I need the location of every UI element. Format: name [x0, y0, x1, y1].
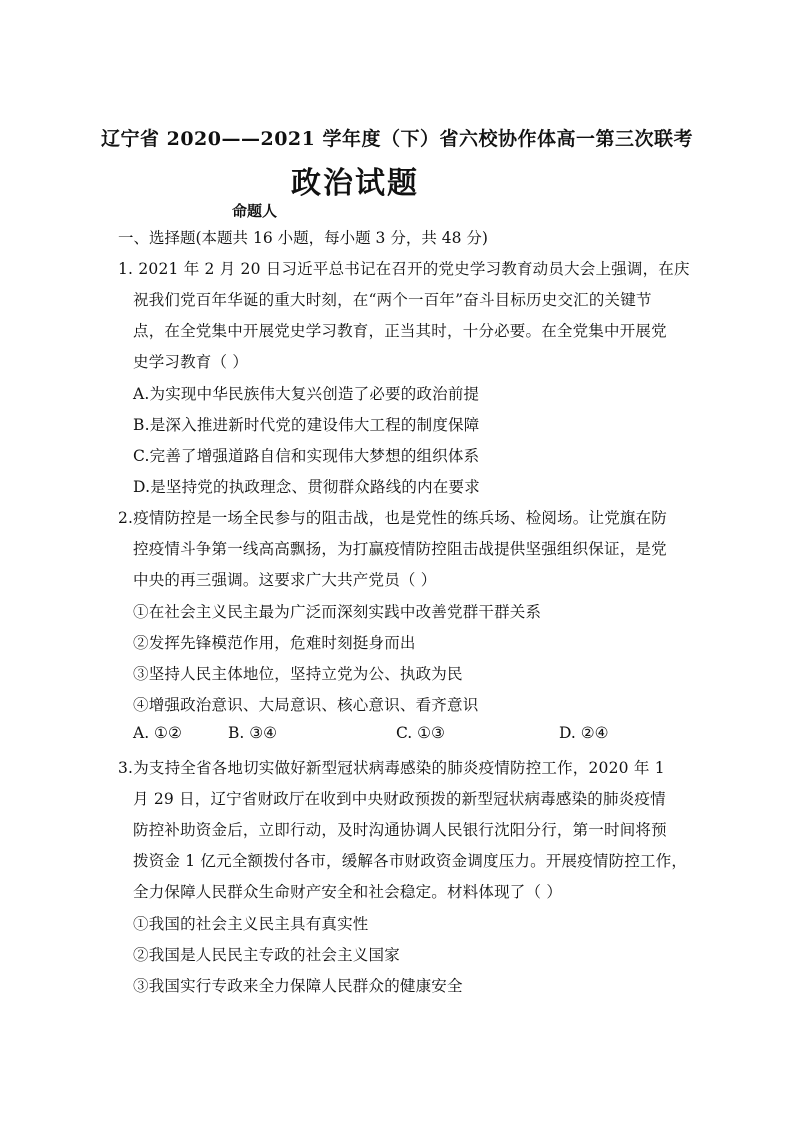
- question-1-option-d: D.是坚持党的执政理念、贯彻群众路线的内在要求: [133, 478, 480, 496]
- question-2-choices: [133, 724, 633, 748]
- exam-title: 辽宁省 2020——2021 学年度（下）省六校协作体高一第三次联考: [101, 128, 693, 150]
- question-3-line-2: 月 29 日，辽宁省财政厅在收到中央财政预拨的新型冠状病毒感染的肺炎疫情: [133, 790, 666, 808]
- subject-title: 政治试题: [291, 166, 419, 201]
- question-3-line-4: 拨资金 1 亿元全额拨付各市，缓解各市财政资金调度压力。开展疫情防控工作，: [133, 852, 688, 870]
- choice-d: D. ②④: [559, 724, 609, 742]
- question-2-line-2: 控疫情斗争第一线高高飘扬，为打赢疫情防控阻击战提供坚强组织保证，是党: [133, 540, 667, 558]
- question-2-statement-2: ②发挥先锋模范作用，危难时刻挺身而出: [133, 634, 416, 652]
- question-1-option-b: B.是深入推进新时代党的建设伟大工程的制度保障: [133, 416, 480, 434]
- question-3-line-5: 全力保障人民群众生命财产安全和社会稳定。材料体现了（ ）: [133, 883, 563, 901]
- question-1-line-2: 祝我们党百年华诞的重大时刻，在“两个一百年”奋斗目标历史交汇的关键节: [133, 291, 652, 309]
- question-1-option-c: C.完善了增强道路自信和实现伟大梦想的组织体系: [133, 447, 480, 465]
- question-3-statement-1: ①我国的社会主义民主具有真实性: [133, 915, 369, 933]
- choice-c: C. ①③: [396, 724, 445, 742]
- question-2-statement-3: ③坚持人民主体地位，坚持立党为公、执政为民: [133, 665, 463, 683]
- question-2-statement-1: ①在社会主义民主最为广泛而深刻实践中改善党群干群关系: [133, 603, 542, 621]
- choice-a: A. ①②: [133, 724, 182, 742]
- question-1-option-a: A.为实现中华民族伟大复兴创造了必要的政治前提: [133, 385, 480, 403]
- section-heading: 一、选择题(本题共 16 小题，每小题 3 分，共 48 分): [118, 229, 488, 247]
- question-3-line-3: 防控补助资金后，立即行动，及时沟通协调人民银行沈阳分行，第一时间将预: [133, 821, 667, 839]
- question-1-line-1: 1. 2021 年 2 月 20 日习近平总书记在召开的党史学习教育动员大会上强调，在庆: [118, 260, 690, 278]
- question-3-line-1: 3.为支持全省各地切实做好新型冠状病毒感染的肺炎疫情防控工作，2020 年 1: [118, 759, 665, 777]
- question-2-statement-4: ④增强政治意识、大局意识、核心意识、看齐意识: [133, 696, 479, 714]
- choice-b: B. ③④: [228, 724, 278, 742]
- question-1-line-3: 点，在全党集中开展党史学习教育，正当其时，十分必要。在全党集中开展党: [133, 322, 667, 340]
- question-2-line-3: 中央的再三强调。这要求广大共产党员（ ）: [133, 571, 437, 589]
- question-3-statement-2: ②我国是人民民主专政的社会主义国家: [133, 946, 400, 964]
- question-1-line-4: 史学习教育（ ）: [133, 353, 249, 371]
- question-3-statement-3: ③我国实行专政来全力保障人民群众的健康安全: [133, 977, 463, 995]
- author-label: 命题人: [232, 202, 278, 220]
- question-2-line-1: 2.疫情防控是一场全民参与的阻击战，也是党性的练兵场、检阅场。让党旗在防: [118, 509, 667, 527]
